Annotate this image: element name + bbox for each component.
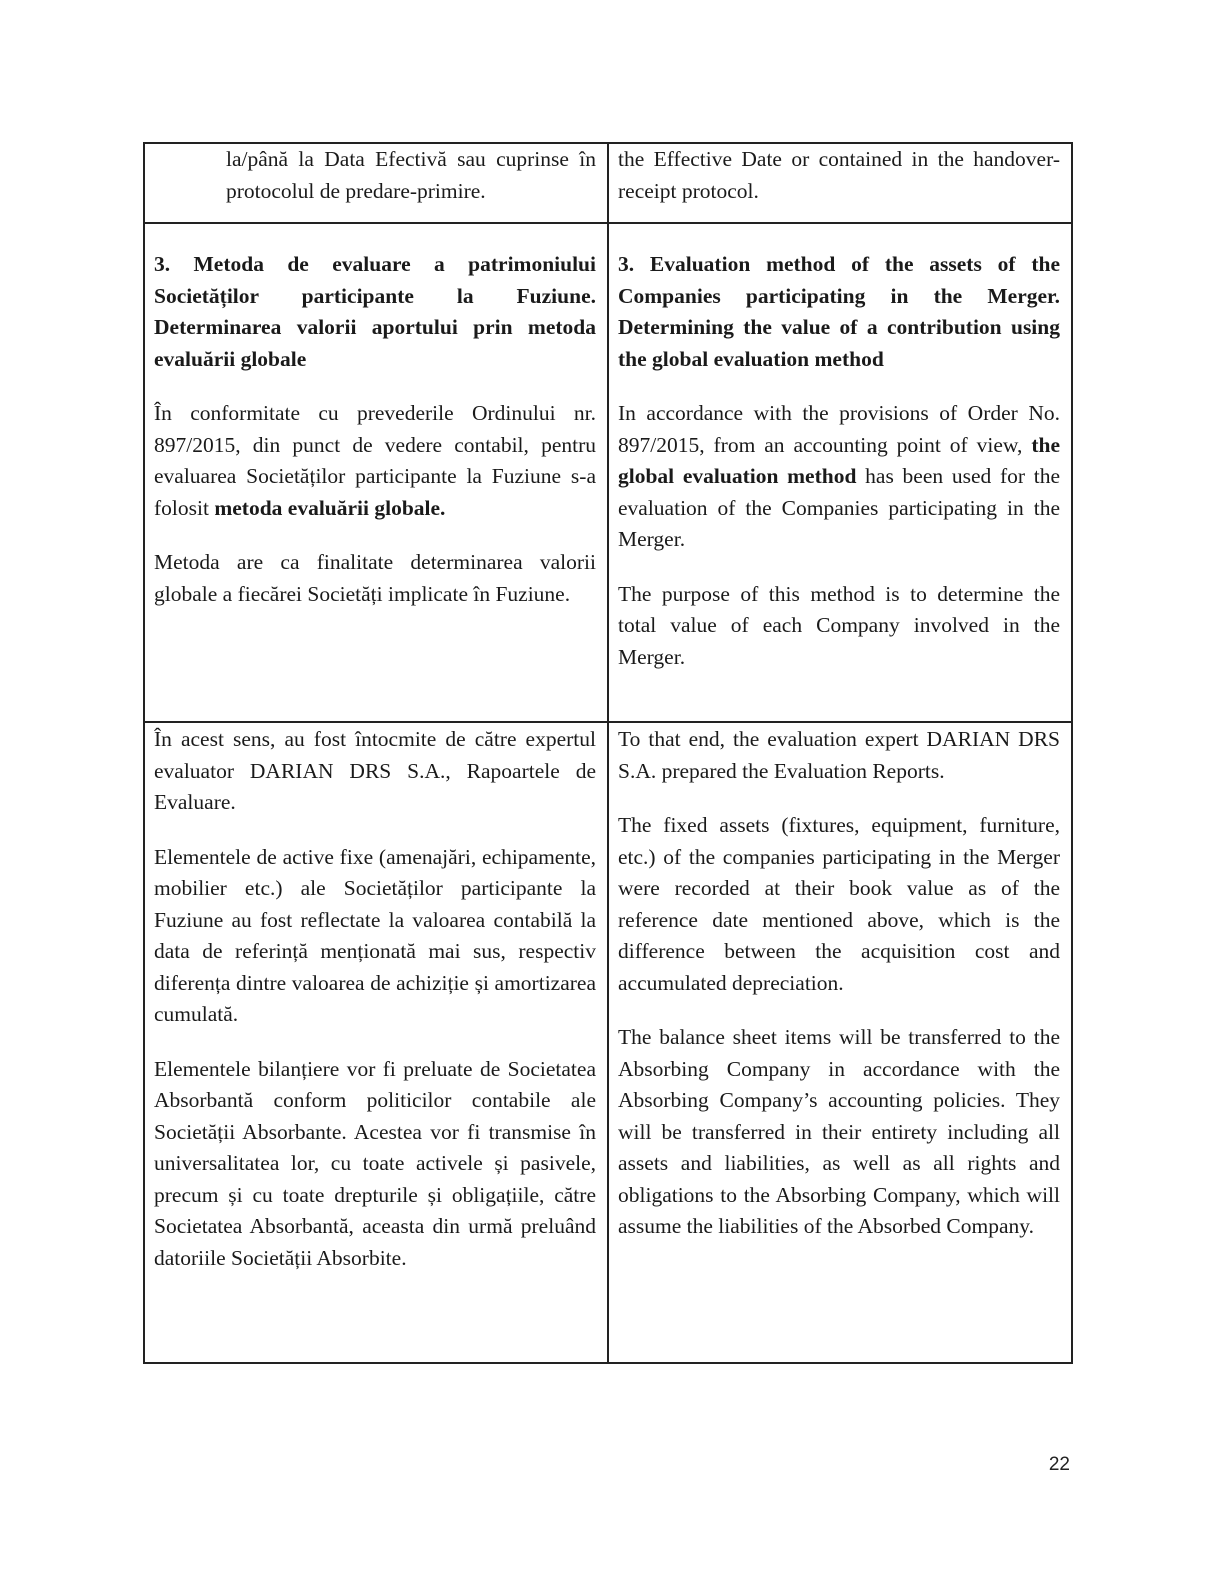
- table-row: [144, 223, 1072, 722]
- emphasized-text: the global evaluation method: [618, 432, 1060, 488]
- english-paragraph: The fixed assets (fixtures, equipment, furniture, etc.) of the companies participating in the Merger were recorded at their book value as of the reference date mentioned above, which is the difference between the acquisition cost and accumulated depreciation.: [618, 813, 1060, 995]
- english-cell: [608, 223, 1072, 722]
- romanian-paragraph: Elementele de active fixe (amenajări, echipamente, mobilier etc.) ale Societăților participante la Fuziune au fost reflectate la valoarea contabilă la data de referință menționată mai sus, respectiv diferența dintre valoarea de achiziție și amortizarea cumulată.: [154, 844, 596, 1026]
- english-cell: [608, 722, 1072, 1363]
- romanian-cell: [144, 223, 608, 722]
- paragraph-text: In accordance with the provisions of Order No. 897/2015, from an accounting point of view,: [618, 401, 1060, 457]
- romanian-paragraph: [154, 398, 596, 524]
- english-paragraph: The balance sheet items will be transferred to the Absorbing Company in accordance with the Absorbing Company’s accounting policies. They will be transferred in their entirety including all assets and liabilities, as well as all rights and obligations to the Absorbing Company, which will assume the liabilities of the Absorbed Company.: [618, 1025, 1060, 1238]
- table-row: [144, 722, 1072, 1363]
- romanian-cell: [144, 143, 608, 223]
- romanian-cell: [144, 722, 608, 1363]
- romanian-paragraph: Elementele bilanțiere vor fi preluate de Societatea Absorbantă conform politicilor contabile ale Societății Absorbante. Acestea vor fi transmise în universalitatea lor, cu toate activele și pasivele, precum și cu toate drepturile și obligațiile, către Societatea Absorbantă, aceasta din urmă preluând datoriile Societății Absorbite.: [154, 1056, 596, 1270]
- romanian-paragraph: În acest sens, au fost întocmite de către expertul evaluator DARIAN DRS S.A., Rapoartele de Evaluare.: [154, 727, 596, 814]
- emphasized-text: metoda evaluării globale.: [214, 495, 446, 520]
- romanian-continuation-text: la/până la Data Efectivă sau cuprinse în protocolul de predare-primire.: [226, 147, 596, 203]
- romanian-section-heading: 3. Metoda de evaluare a patrimoniului Societăților participante la Fuziune. Determinarea valorii aportului prin metoda evaluării globale: [154, 252, 596, 371]
- english-section-heading: 3. Evaluation method of the assets of the Companies participating in the Merger. Determining the value of a contribution using the global evaluation method: [618, 252, 1060, 371]
- english-paragraph: The purpose of this method is to determine the total value of each Company involved in the Merger.: [618, 581, 1060, 669]
- paragraph-text: has been used for the evaluation of the Companies participating in the Merger.: [618, 464, 1060, 551]
- paragraph-text: În conformitate cu prevederile Ordinului nr. 897/2015, din punct de vedere contabil, pentru evaluarea Societăților participante la Fuziune s-a folosit: [154, 401, 596, 520]
- page-number: 22: [1048, 1454, 1070, 1475]
- english-paragraph: [618, 398, 1060, 556]
- english-continuation-text: the Effective Date or contained in the handover-receipt protocol.: [618, 147, 1060, 203]
- romanian-paragraph: Metoda are ca finalitate determinarea valorii globale a fiecărei Societăți implicate în Fuziune.: [154, 550, 596, 606]
- english-paragraph: To that end, the evaluation expert DARIAN DRS S.A. prepared the Evaluation Reports.: [618, 727, 1060, 783]
- english-cell: [608, 143, 1072, 223]
- table-row: [144, 143, 1072, 223]
- bilingual-table: [143, 142, 1073, 1364]
